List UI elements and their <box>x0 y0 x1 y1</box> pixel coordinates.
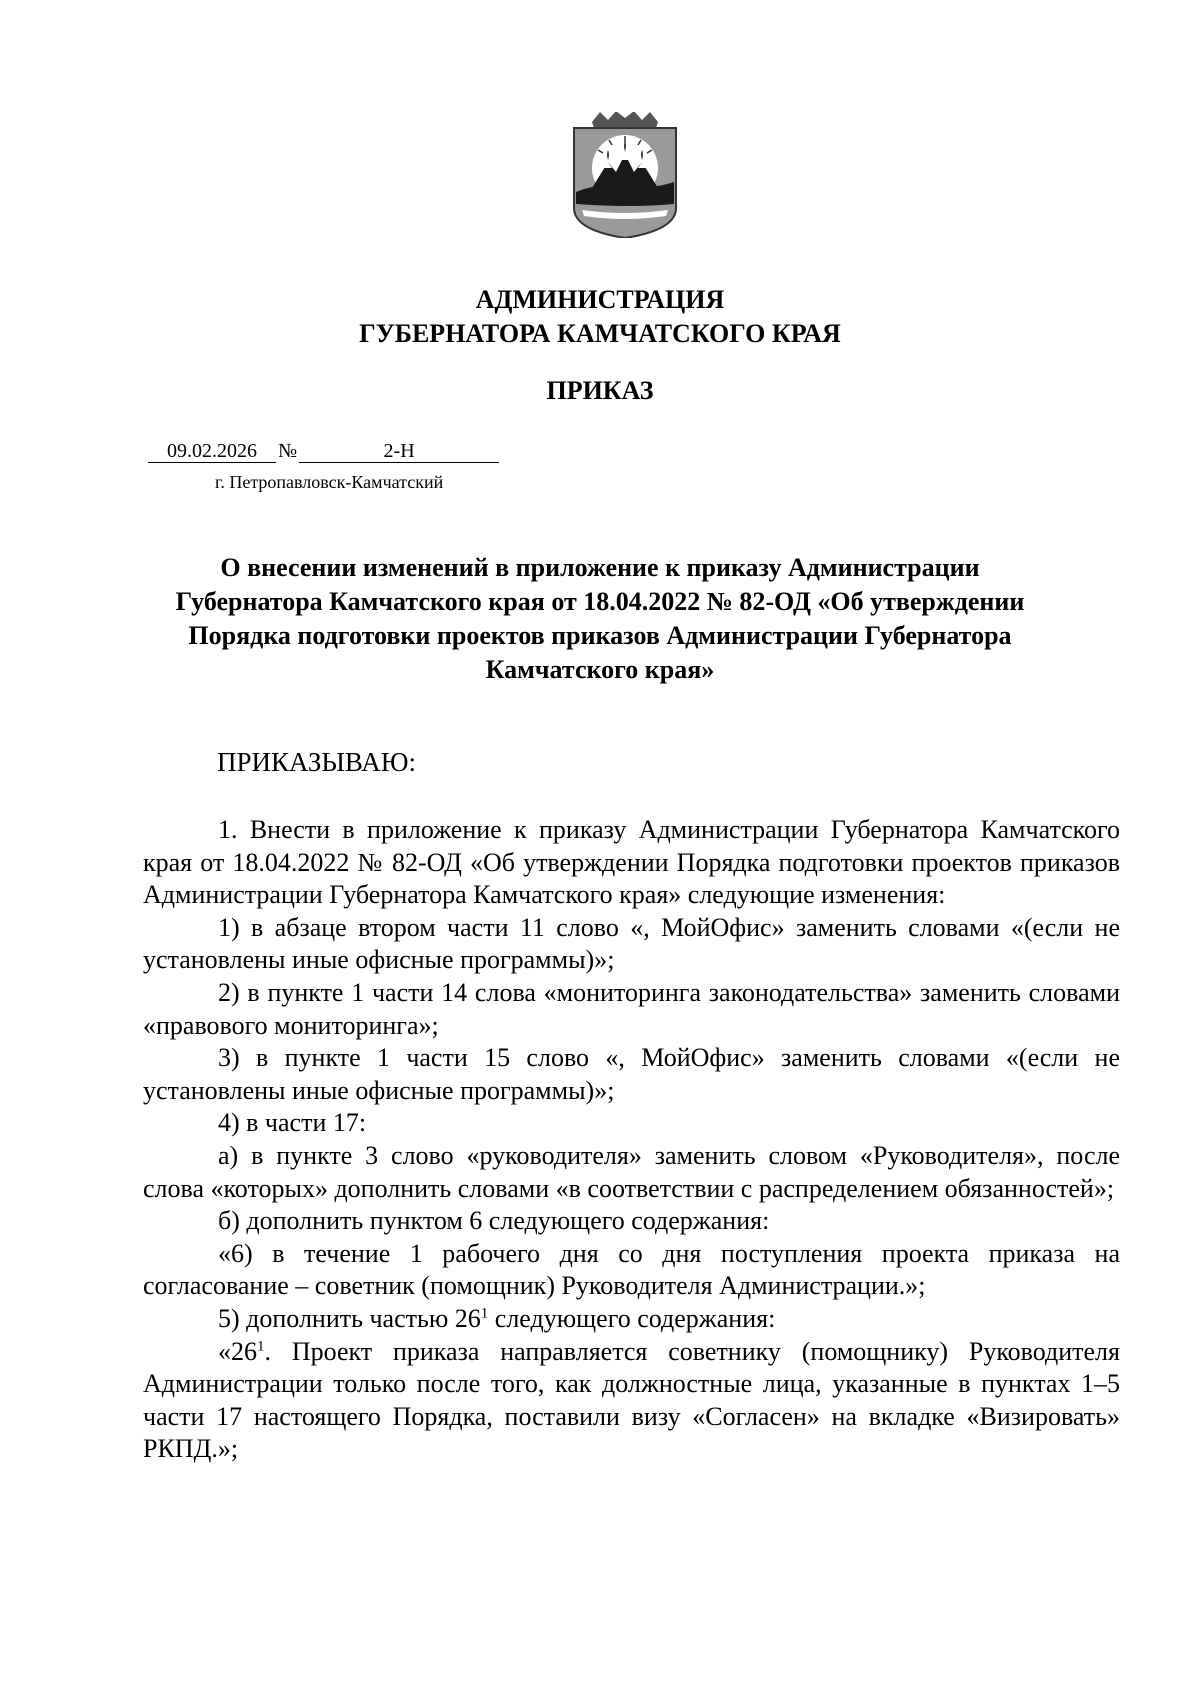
paragraph-text: следующего содержания: <box>488 1303 776 1333</box>
subject-line: Порядка подготовки проектов приказов Администрации Губернатора <box>188 621 1012 650</box>
document-date: 09.02.2026 <box>148 440 276 463</box>
body-paragraph <box>143 1336 1120 1466</box>
body-paragraph: 1. Внести в приложение к приказу Администрации Губернатора Камчатского края от 18.04.2022 № 82-ОД «Об утверждении Порядка подготовки проектов приказов Администрации Губернатора Камчатского края» следующие изменения: <box>143 815 1120 910</box>
document-city: г. Петропавловск-Камчатский <box>215 472 444 492</box>
document-type-title: ПРИКАЗ <box>546 376 654 405</box>
number-sign: № <box>278 440 298 462</box>
document-number: 2-Н <box>299 440 499 463</box>
subject-line: О внесении изменений в приложение к приказу Администрации <box>220 553 980 582</box>
subject-line: Губернатора Камчатского края от 18.04.2022 № 82-ОД «Об утверждении <box>175 587 1025 616</box>
paragraph-text: 5) дополнить частью 26 <box>218 1303 481 1333</box>
order-directive: ПРИКАЗЫВАЮ: <box>217 747 416 777</box>
body-paragraph: б) дополнить пунктом 6 следующего содержания: <box>218 1206 770 1236</box>
superscript: 1 <box>480 1305 489 1322</box>
body-paragraph: «6) в течение 1 рабочего дня со дня поступления проекта приказа на согласование – советник (помощник) Руководителя Администрации.»; <box>143 1238 1120 1301</box>
paragraph-text: . Проект приказа направляется советнику (помощнику) Руководителя Администрации только после того, как должностные лица, указанные в пунктах 1–5 части 17 настоящего Порядка, поставили визу «Согласен» на вкладке «Визировать» РКПД.»; <box>143 1336 1120 1464</box>
requisites-line <box>148 440 499 463</box>
paragraph-text: «26 <box>218 1336 257 1366</box>
document-subject <box>140 551 1060 687</box>
body-paragraph: 4) в части 17: <box>218 1108 367 1138</box>
superscript: 1 <box>257 1337 265 1354</box>
body-paragraph: а) в пункте 3 слово «руководителя» заменить словом «Руководителя», после слова «которых» дополнить словами «в соответствии с распределением обязанностей»; <box>143 1140 1120 1203</box>
body-paragraph <box>143 1303 1120 1336</box>
organization-name-line1: АДМИНИСТРАЦИЯ <box>475 285 725 314</box>
body-paragraph: 2) в пункте 1 части 14 слова «мониторинга законодательства» заменить словами «правового мониторинга»; <box>143 977 1120 1040</box>
kamchatka-coat-of-arms-icon <box>570 112 680 238</box>
body-paragraph: 1) в абзаце втором части 11 слово «, МойОфис» заменить словами «(если не установлены иные офисные программы)»; <box>143 912 1120 975</box>
subject-line: Камчатского края» <box>485 655 715 684</box>
document-body <box>143 814 1120 1466</box>
body-paragraph: 3) в пункте 1 части 15 слово «, МойОфис» заменить словами «(если не установлены иные офисные программы)»; <box>143 1043 1120 1105</box>
organization-name-line2: ГУБЕРНАТОРА КАМЧАТСКОГО КРАЯ <box>359 319 841 348</box>
